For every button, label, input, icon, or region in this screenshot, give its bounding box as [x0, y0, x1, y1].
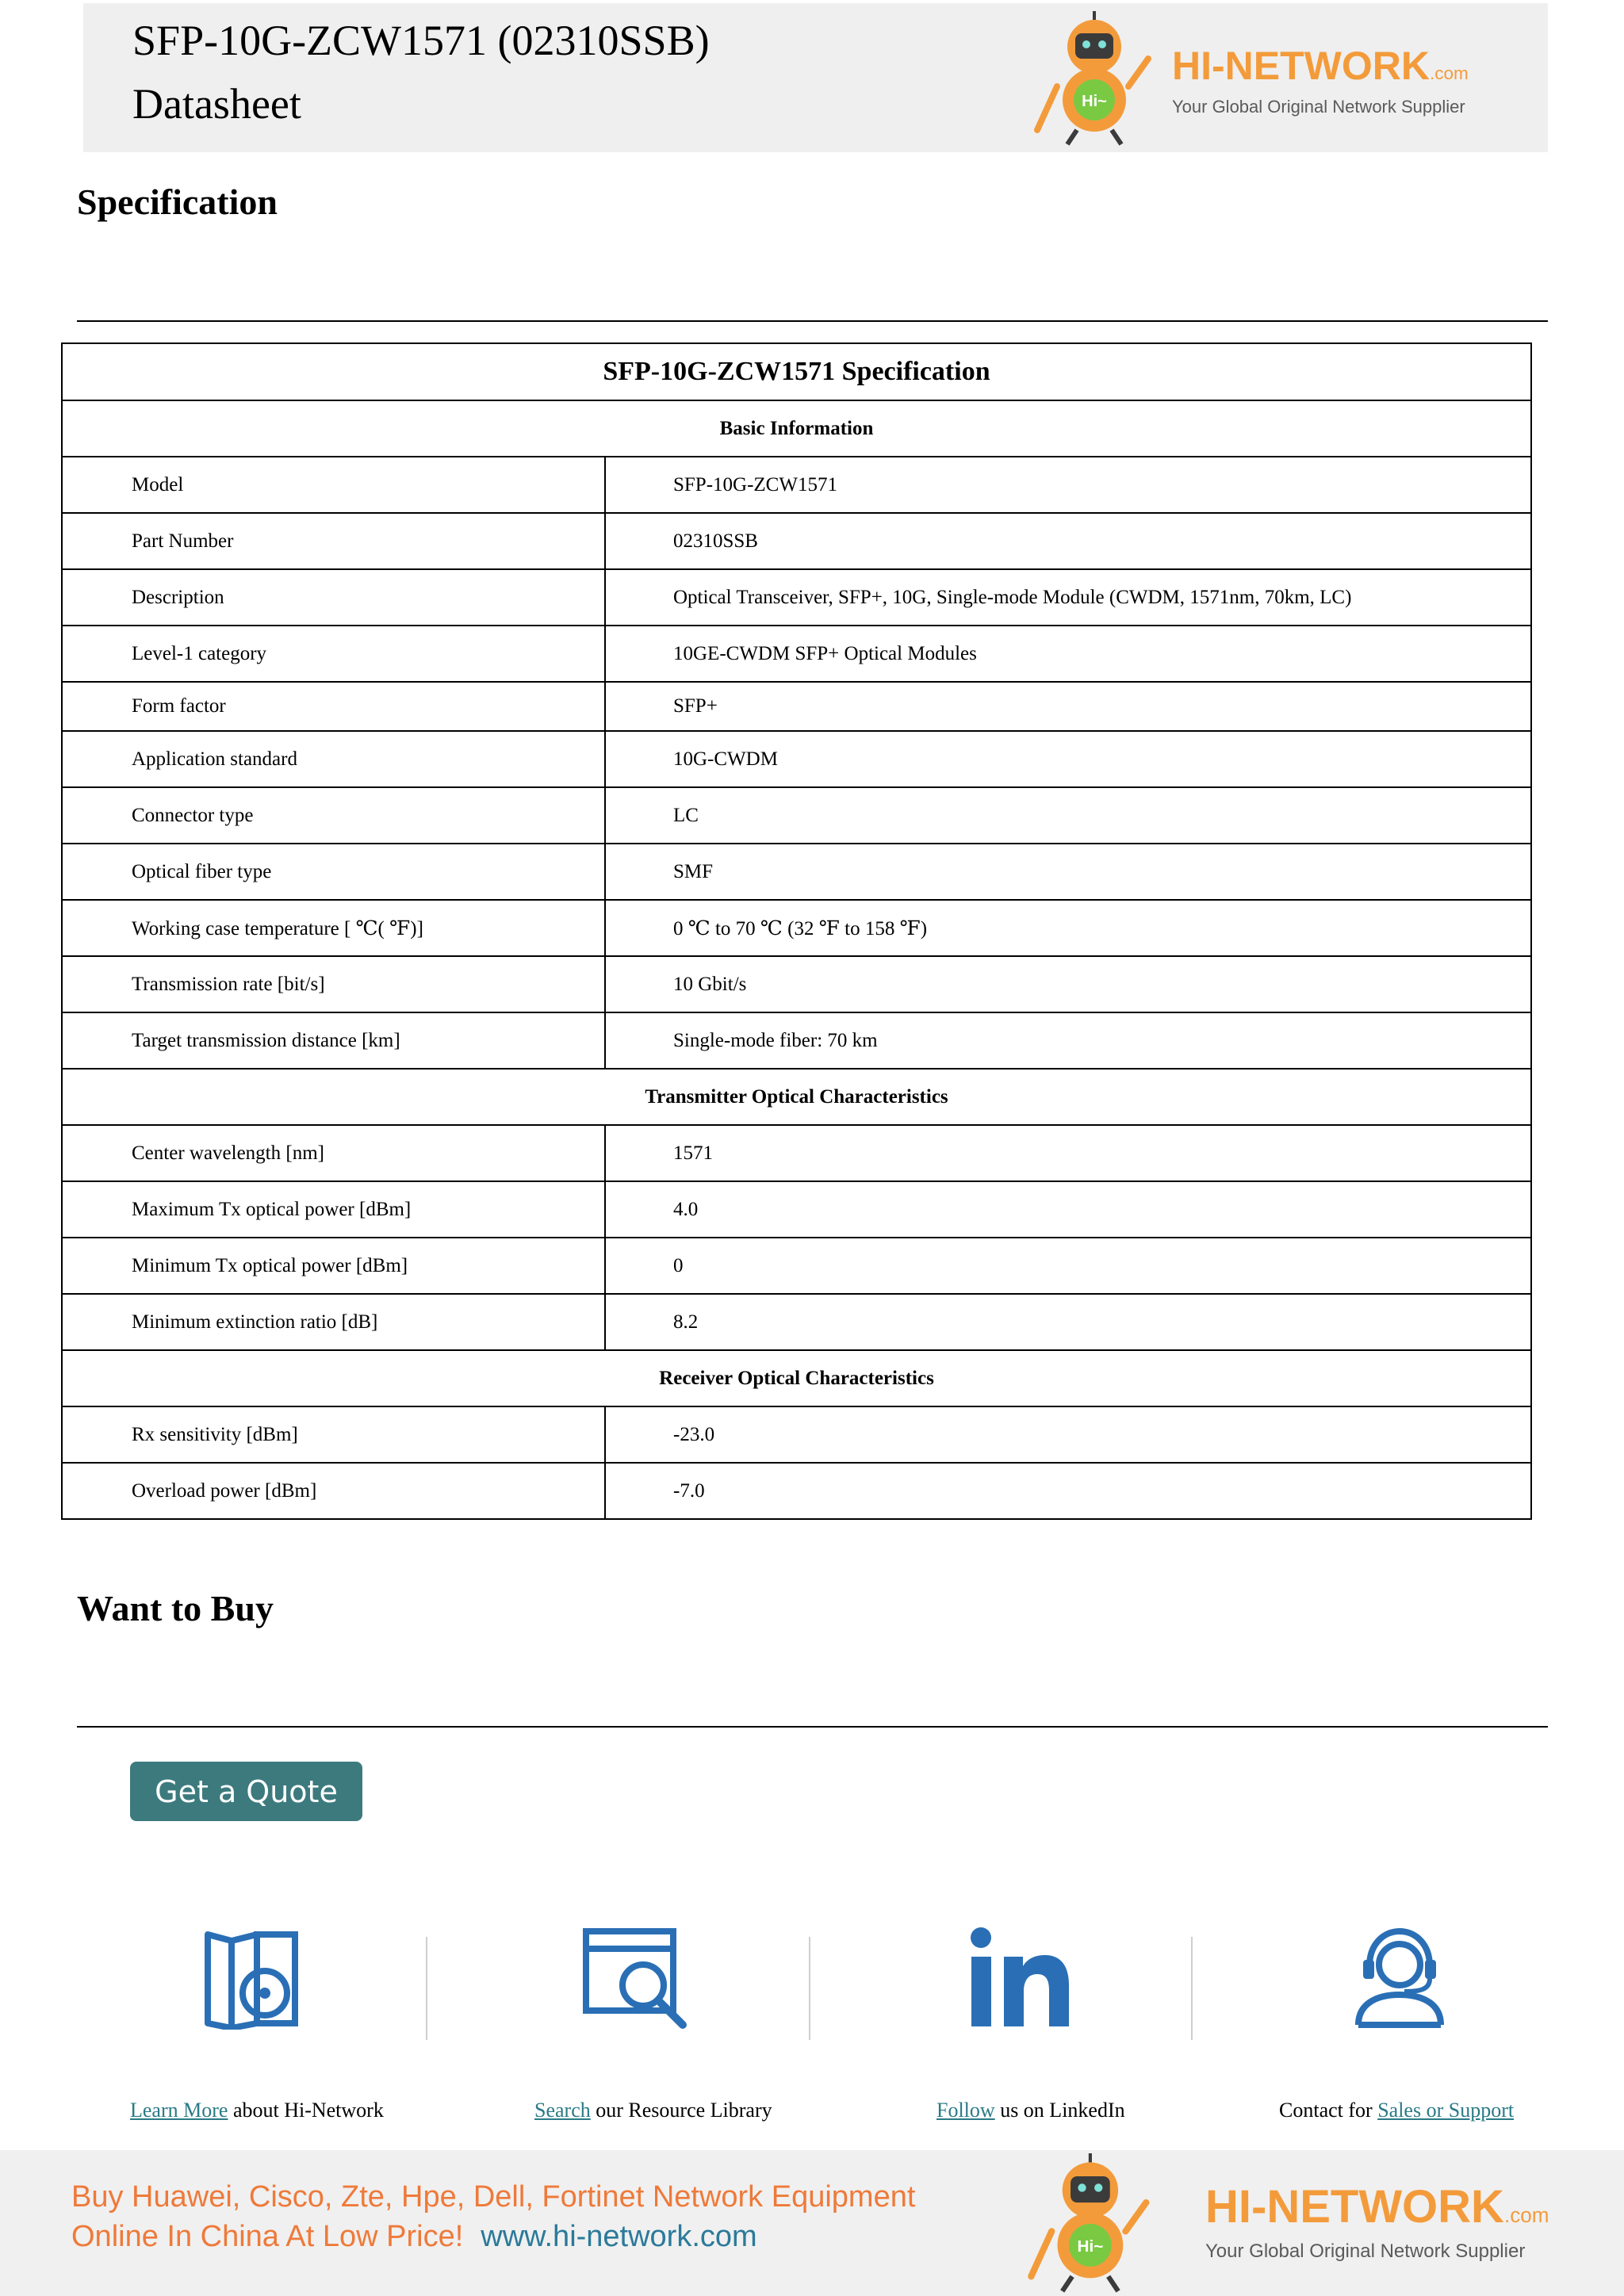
- robot-mascot-icon: [1029, 11, 1164, 146]
- spec-value: -23.0: [605, 1406, 1531, 1463]
- spec-label: Minimum Tx optical power [dBm]: [62, 1238, 605, 1294]
- spec-label: Center wavelength [nm]: [62, 1125, 605, 1181]
- table-row: [62, 1294, 1531, 1350]
- robot-mascot-icon: [1023, 2153, 1162, 2293]
- spec-value: -7.0: [605, 1463, 1531, 1519]
- table-row: [62, 1238, 1531, 1294]
- spec-value: 10 Gbit/s: [605, 956, 1531, 1012]
- hi-network-logo: [1029, 11, 1505, 146]
- spec-value: 10GE-CWDM SFP+ Optical Modules: [605, 626, 1531, 682]
- spec-label: Rx sensitivity [dBm]: [62, 1406, 605, 1463]
- section-divider: [77, 320, 1548, 322]
- table-row: [62, 457, 1531, 513]
- footer-url[interactable]: www.hi-network.com: [481, 2220, 757, 2253]
- mascot-badge: Hi~: [1082, 93, 1107, 110]
- table-row: [62, 513, 1531, 569]
- spec-label: Overload power [dBm]: [62, 1463, 605, 1519]
- spec-label: Minimum extinction ratio [dB]: [62, 1294, 605, 1350]
- divider: [426, 1937, 427, 2040]
- table-row: [62, 1406, 1531, 1463]
- table-row: [62, 682, 1531, 731]
- table-row: [62, 956, 1531, 1012]
- spec-label: Form factor: [62, 682, 605, 731]
- contact-support-text: Contact for Sales or Support: [1279, 2099, 1515, 2122]
- get-a-quote-button[interactable]: Get a Quote: [130, 1762, 362, 1821]
- logo-tagline: Your Global Original Network Supplier: [1205, 2241, 1526, 2262]
- spec-value: LC: [605, 787, 1531, 844]
- spec-label: Model: [62, 457, 605, 513]
- learn-more-link[interactable]: Learn More: [130, 2099, 228, 2122]
- section-divider: [77, 1726, 1548, 1728]
- spec-value: Single-mode fiber: 70 km: [605, 1012, 1531, 1069]
- table-row: [62, 844, 1531, 900]
- divider: [1191, 1937, 1193, 2040]
- spec-label: Target transmission distance [km]: [62, 1012, 605, 1069]
- document-subtitle: Datasheet: [132, 80, 301, 128]
- follow-linkedin-text: Follow us on LinkedIn: [936, 2099, 1125, 2122]
- spec-label: Connector type: [62, 787, 605, 844]
- table-row: [62, 1181, 1531, 1238]
- table-row: [62, 626, 1531, 682]
- table-row: [62, 787, 1531, 844]
- spec-value: Optical Transceiver, SFP+, 10G, Single-mode Module (CWDM, 1571nm, 70km, LC): [605, 569, 1531, 626]
- table-row: [62, 1125, 1531, 1181]
- table-title: SFP-10G-ZCW1571 Specification: [62, 343, 1531, 400]
- divider: [809, 1937, 810, 2040]
- table-row: [62, 731, 1531, 787]
- hi-network-logo: [1023, 2153, 1578, 2293]
- table-title-row: [62, 343, 1531, 400]
- spec-label: Transmission rate [bit/s]: [62, 956, 605, 1012]
- spec-value: SFP+: [605, 682, 1531, 731]
- spec-value: 02310SSB: [605, 513, 1531, 569]
- logo-brand: HI-NETWORK.com: [1205, 2181, 1549, 2233]
- mascot-badge: Hi~: [1077, 2237, 1104, 2256]
- table-row: [62, 1463, 1531, 1519]
- footer-line-1: Buy Huawei, Cisco, Zte, Hpe, Dell, Fortinet Network Equipment: [71, 2180, 916, 2214]
- sales-support-link[interactable]: Sales or Support: [1377, 2099, 1515, 2122]
- linkedin-icon[interactable]: [969, 1927, 1072, 2034]
- book-disc-icon[interactable]: [200, 1927, 303, 2034]
- spec-value: 10G-CWDM: [605, 731, 1531, 787]
- learn-more-text: Learn More about Hi-Network: [130, 2099, 384, 2122]
- table-row: [62, 1012, 1531, 1069]
- follow-link[interactable]: Follow: [936, 2099, 995, 2122]
- spec-label: Application standard: [62, 731, 605, 787]
- logo-brand: HI-NETWORK.com: [1172, 44, 1469, 88]
- spec-value: 0 ℃ to 70 ℃ (32 ℉ to 158 ℉): [605, 900, 1531, 956]
- search-library-text: Search our Resource Library: [534, 2099, 772, 2122]
- spec-value: 1571: [605, 1125, 1531, 1181]
- table-group-header-row: [62, 1350, 1531, 1406]
- header-band: [83, 3, 1548, 152]
- spec-label: Level-1 category: [62, 626, 605, 682]
- footer-band: [0, 2150, 1624, 2296]
- table-row: [62, 569, 1531, 626]
- table-row: [62, 900, 1531, 956]
- table-group-header-row: [62, 400, 1531, 457]
- table-group-header-row: [62, 1069, 1531, 1125]
- spec-label: Working case temperature [ ℃( ℉)]: [62, 900, 605, 956]
- spec-value: 8.2: [605, 1294, 1531, 1350]
- search-link[interactable]: Search: [534, 2099, 591, 2122]
- logo-tagline: Your Global Original Network Supplier: [1172, 97, 1465, 117]
- spec-label: Optical fiber type: [62, 844, 605, 900]
- specification-heading: Specification: [77, 182, 278, 222]
- spec-value: 4.0: [605, 1181, 1531, 1238]
- spec-label: Maximum Tx optical power [dBm]: [62, 1181, 605, 1238]
- table-group-header: Receiver Optical Characteristics: [62, 1350, 1531, 1406]
- want-to-buy-heading: Want to Buy: [77, 1588, 274, 1628]
- spec-value: SFP-10G-ZCW1571: [605, 457, 1531, 513]
- support-agent-icon[interactable]: [1352, 1927, 1447, 2034]
- spec-value: SMF: [605, 844, 1531, 900]
- table-group-header: Basic Information: [62, 400, 1531, 457]
- spec-label: Description: [62, 569, 605, 626]
- spec-label: Part Number: [62, 513, 605, 569]
- spec-value: 0: [605, 1238, 1531, 1294]
- specification-table: [61, 342, 1532, 1520]
- footer-line-2: Online In China At Low Price! www.hi-network.com: [71, 2220, 757, 2253]
- search-library-icon[interactable]: [581, 1927, 692, 2034]
- table-group-header: Transmitter Optical Characteristics: [62, 1069, 1531, 1125]
- document-title: SFP-10G-ZCW1571 (02310SSB): [132, 17, 710, 64]
